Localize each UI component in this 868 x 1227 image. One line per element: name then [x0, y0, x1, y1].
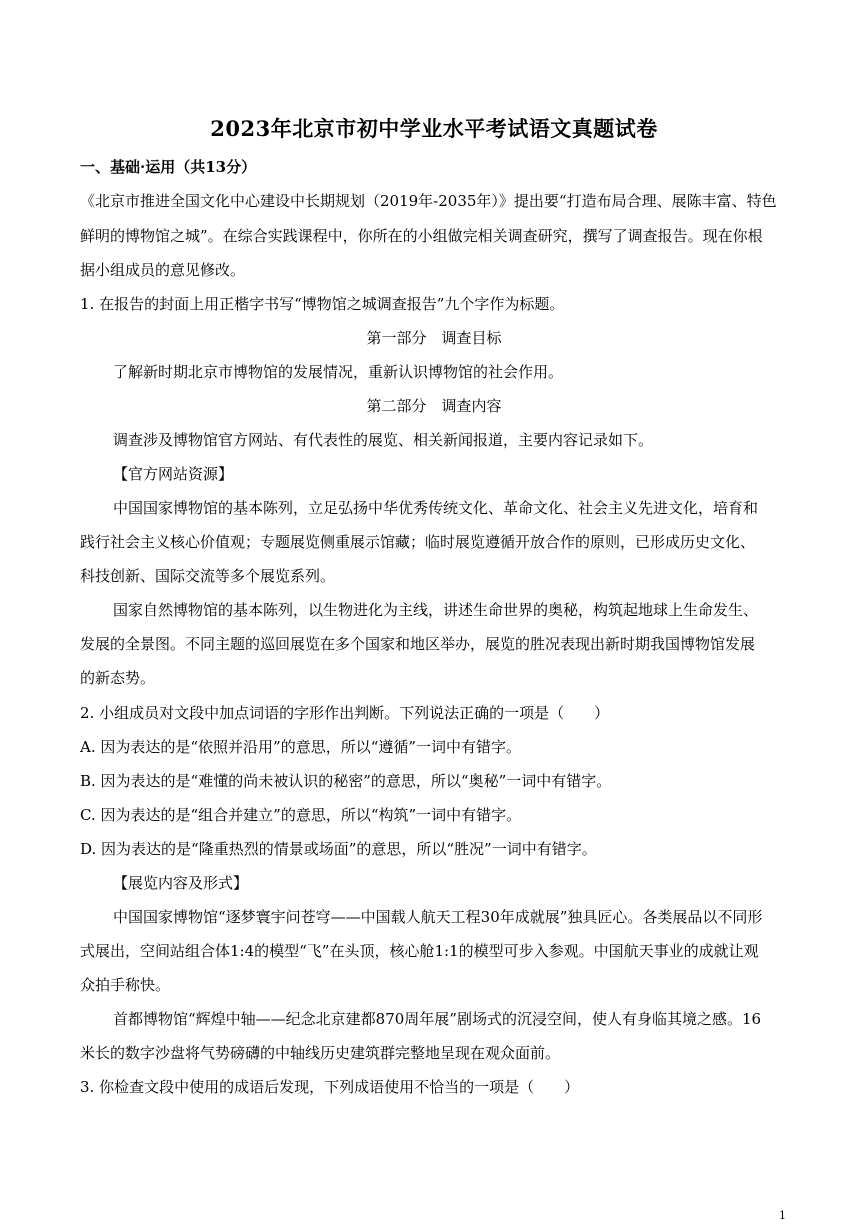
- paragraph-line: 中国国家博物馆“逐梦寰宇问苍穹——中国载人航天工程30年成就展”独具匠心。各类展品以不同形: [113, 908, 763, 926]
- question-3: 3. 你检查文段中使用的成语后发现，下列成语使用不恰当的一项是（ ）: [80, 1078, 580, 1096]
- question-1: 1. 在报告的封面上用正楷字书写“博物馆之城调查报告”九个字作为标题。: [80, 295, 565, 313]
- paragraph-line: 中国国家博物馆的基本陈列，立足弘扬中华优秀传统文化、革命文化、社会主义先进文化，培育和: [113, 499, 759, 517]
- option-b: B. 因为表达的是“难懂的尚未被认识的秘密”的意思，所以“奥秘”一词中有错字。: [80, 772, 612, 790]
- paragraph-line: 科技创新、国际交流等多个展览系列。: [80, 567, 336, 585]
- paragraph-line: 践行社会主义核心价值观；专题展览侧重展示馆藏；临时展览遵循开放合作的原则，已形成历史文化、: [80, 533, 756, 551]
- paragraph-line: 式展出，空间站组合体1:4的模型“飞”在头顶，核心舱1:1的模型可步入参观。中国航天事业的成就让观: [80, 942, 759, 960]
- paragraph-line: 众拍手称快。: [80, 976, 171, 994]
- paragraph-line: 发展的全景图。不同主题的巡回展览在多个国家和地区举办，展览的胜况表现出新时期我国博物馆发展: [80, 635, 756, 653]
- section-heading: 一、基础·运用（共13分）: [80, 158, 257, 176]
- option-c: C. 因为表达的是“组合并建立”的意思，所以“构筑”一词中有错字。: [80, 806, 522, 824]
- part1-text: 了解新时期北京市博物馆的发展情况，重新认识博物馆的社会作用。: [113, 363, 564, 381]
- part2-heading: 第二部分 调查内容: [366, 397, 502, 415]
- paragraph-line: 国家自然博物馆的基本陈列，以生物进化为主线，讲述生命世界的奥秘，构筑起地球上生命发生、: [113, 601, 759, 619]
- official-heading: 【官方网站资源】: [113, 465, 234, 483]
- paragraph-line: 的新态势。: [80, 669, 156, 687]
- option-a: A. 因为表达的是“依照并沿用”的意思，所以“遵循”一词中有错字。: [80, 738, 522, 756]
- part1-heading: 第一部分 调查目标: [366, 329, 502, 347]
- option-d: D. 因为表达的是“隆重热烈的情景或场面”的意思，所以“胜况”一词中有错字。: [80, 840, 597, 858]
- page-number: 1: [779, 1209, 786, 1222]
- question-2: 2. 小组成员对文段中加点词语的字形作出判断。下列说法正确的一项是（ ）: [80, 704, 610, 722]
- part2-text: 调查涉及博物馆官方网站、有代表性的展览、相关新闻报道，主要内容记录如下。: [113, 431, 654, 449]
- paragraph-line: 首都博物馆“辉煌中轴——纪念北京建都870周年展”剧场式的沉浸空间，使人有身临其境之感。16: [113, 1010, 762, 1028]
- exhibit-heading: 【展览内容及形式】: [113, 874, 249, 892]
- intro-line: 据小组成员的意见修改。: [80, 261, 246, 279]
- intro-line: 《北京市推进全国文化中心建设中长期规划（2019年-2035年）》提出要“打造布局合理、展陈丰富、特色: [80, 192, 777, 210]
- paragraph-line: 米长的数字沙盘将气势磅礴的中轴线历史建筑群完整地呈现在观众面前。: [80, 1044, 561, 1062]
- page-title: 2023年北京市初中学业水平考试语文真题试卷: [210, 116, 658, 141]
- intro-line: 鲜明的博物馆之城”。在综合实践课程中，你所在的小组做完相关调查研究，撰写了调查报告。现在你根: [80, 227, 763, 245]
